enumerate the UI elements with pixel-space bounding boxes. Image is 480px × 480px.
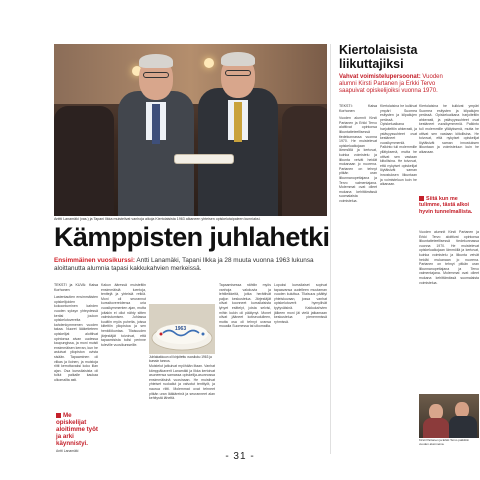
side-pull-quote	[419, 196, 479, 215]
quote-name: Antti Lanamäki	[56, 449, 79, 453]
cake-photo-caption: Juhlakakkuun oli kirjoitettu vuosiluku 1963 ja kurssin tunnus.	[149, 355, 212, 363]
body-text: Vuoden alumnit Kirsti Partanen ja Erkki Tervo aloittivat opintonsa liikuntatieteellisessä tiedekunnassa vuonna 1970. He muistelevat opiskeluaikojaan lämmöllä ja kertovat, kuinka voimistelu ja liikunta veivät heidät mukanaan jo nuorena. Partanen on tehnyt pitkän uran liikunnanopettajana ja Tervo valmentajana. Molemmat ovat olleet mukana kehittämässä suomalaista voimistelua.	[419, 230, 479, 285]
body-column-1	[54, 283, 98, 411]
background-crowd	[54, 106, 114, 216]
body-text: Muistelut jatkuivat myöhään iltaan. Vanhat kämppäkaverit Lanamäki ja Ilkka kertoivat asuneensa samassa opiskelija-asunnossa ensimmäisinä vuosinaan. He muistivat yhteiset ruokailut ja valvotut tenttiyöt, ja naurua riitti. Molemmat ovat tehneet pitkän uran lääkäreinä ja seuranneet alan kehitystä läheltä.	[149, 364, 215, 401]
hair	[221, 52, 255, 66]
side-photo-caption: Kirsti Partanen ja Erkki Tervo palkittiin vuoden alumneina.	[419, 438, 470, 446]
body-column-3	[149, 364, 215, 448]
body-column-4	[219, 283, 271, 448]
pull-quote	[56, 412, 98, 453]
body-column-5	[274, 283, 327, 448]
lede-text: Antti Lanamäki, Tapani Ilkka ja 28 muuta vuonna 1963 lukunsa aloittanutta alumnia tapasi kakkukahvien merkeissä.	[54, 257, 314, 272]
lede-highlight: Ensimmäinen vuosikurssi:	[54, 257, 135, 264]
page-number: - 31 -	[225, 451, 255, 462]
lede	[54, 257, 327, 272]
side-deck-highlight: Vahvat voimistelupersoonat:	[339, 74, 421, 80]
photo-caption: Anttti Lanamäki (vas.) ja Tapani Ilkka muistelivat vanhoja aikoja Kiertolaisista 1963 alkaneen yhteisen opiskelutaipaleen kunniaksi.	[54, 217, 261, 221]
side-byline: TEKSTI: Kaisa Korhonen	[339, 104, 377, 113]
body-text: Lopuksi kurssilaiset sopivat tapaavansa uudelleen muutaman vuoden kuluttua. Tilaisuus päättyi yhteiskuvaan, jossa vanhat opiskelutoverit hymyilivät tyytyväisinä. Kakkukahvien jälkeen moni jäi vielä jatkamaan keskustelua pienemmissä ryhmissä.	[274, 283, 327, 324]
body-text: Kiertolaisina he kulkivat ympäri Suomea esitysten ja kilpailujen perässä. Opiskeluaikana harjoiteltiin ahkerasti, ja ystävyyssuhteet ovat kestäneet vuosikymmeniä. Palkinto tuli molemmille yllätyksenä, mutta he ottivat sen vastaan kiitollisina. He toivovat, että nykyiset opiskelijat löytäisivät saman innostuksen liikuntaan ja voimisteluun kuin he aikanaan.	[380, 104, 417, 187]
body-text: Kakun ääressä muisteltiin ensimmäisiä luentoja, tenttejä ja yhteisiä retkiä. Moni oli seurannut kurssitovereidensa uria vuosikymmenten ajan, mutta joitakin ei ollut nähty sitten valmistumisen. Juhlassa kuultiin myös puheita, joissa kiitettiin yliopistoa ja sen henkilökuntaa. Tilaisuuden järjestäjät toivoivat, että tapaamisista tulisi perinne tuleville vuosikursseille.	[101, 283, 146, 347]
column-divider	[330, 44, 331, 454]
side-column-2	[380, 104, 417, 450]
quote-marker	[56, 413, 61, 418]
quote-marker	[419, 196, 424, 201]
cake-plate	[174, 154, 234, 164]
side-column-3	[419, 104, 479, 194]
body-text: Kiertolaisina he kulkivat ympäri Suomea esitysten ja kilpailujen perässä. Opiskeluaikana harjoiteltiin ahkerasti, ja ystävyyssuhteet ovat kestäneet vuosikymmeniä. Palkinto tuli molemmille yllätyksenä, mutta he ottivat sen vastaan kiitollisina. He toivovat, että nykyiset opiskelijat löytäisivät saman innostuksen liikuntaan ja voimisteluun kuin he aikanaan.	[419, 104, 479, 154]
cake-photo	[149, 304, 215, 354]
quote-words: Siitä kun me tulimme, tästä alkoi hyvin tunnelmallista.	[419, 196, 473, 215]
man-left	[116, 44, 196, 216]
person-body	[423, 418, 449, 438]
glasses	[143, 72, 169, 78]
hair	[139, 54, 173, 68]
side-deck-text: Vuoden alumni Kirsti Partanen ja Erkki Tervo saapuivat opiskelijoiksi vuonna 1970.	[339, 74, 443, 95]
background-crowd	[282, 106, 327, 216]
body-text: Lastentautien ensimmäisten opiskelijoiden kokoontuminen kahden vuoden syksyn yhteydessä keräsi joukon opiskelutovereita kahdenkymmenen vuoden takaa. Nuoret lääketieteen opiskelijat aloittivat opintonsa aivan uudessa kaupungissa, ja moni muisti ensimmäisen kerran, kun he astuivat yliopiston ovista sisään. Tapaaminen oli vilkas ja iloinen, ja muistoja riitti kerrottavaksi koko illan ajan. Osa kurssilaisista oli tullut paikalle kaukaa ulkomailta asti.	[54, 295, 98, 382]
person-body	[449, 416, 477, 438]
quote-words: Me opiskelijat aloitimme työt ja arki käynnistyi.	[56, 412, 98, 447]
glasses	[225, 70, 251, 76]
quote-text	[419, 196, 479, 215]
side-deck	[339, 74, 459, 95]
side-column-3b	[419, 230, 479, 390]
cake-text: 1963	[175, 326, 187, 332]
body-text: Tapaamisessa nähtiin myös vanhoja valokuvia ja lehtileikkeitä, jotka herättivät paljon keskustelua. Järjestäjät olivat koonneet kurssilaisista lyhyet esittelyt, joista selvisi, mihin kukin oli päätynyt. Monet olivat jääneet kotiseudulleen, mutta osa oli tehnyt uransa muualla Suomessa tai ulkomailla.	[219, 283, 271, 329]
body-text: Vuoden alumnit Kirsti Partanen ja Erkki Tervo aloittivat opintonsa liikuntatieteellisessä tiedekunnassa vuonna 1970. He muistelevat opiskeluaikojaan lämmöllä ja kertovat, kuinka voimistelu ja liikunta veivät heidät mukanaan jo nuorena. Partanen on tehnyt pitkän uran liikunnanopettajana ja Tervo valmentajana. Molemmat ovat olleet mukana kehittämässä suomalaista voimistelua.	[339, 116, 377, 203]
headline: Kämppisten juhlahetki	[54, 222, 330, 252]
side-column-1	[339, 104, 377, 450]
byline: TEKSTI ja KUVA: Kaisa Korhonen	[54, 283, 98, 292]
quote-text	[56, 412, 98, 447]
main-photo	[54, 44, 327, 216]
side-headline: Kiertolaisista liikuttajiksi	[339, 43, 418, 71]
body-column-2	[101, 283, 146, 448]
side-photo	[419, 394, 479, 438]
man-right	[196, 44, 280, 216]
tie	[234, 102, 242, 142]
tie	[152, 104, 160, 144]
